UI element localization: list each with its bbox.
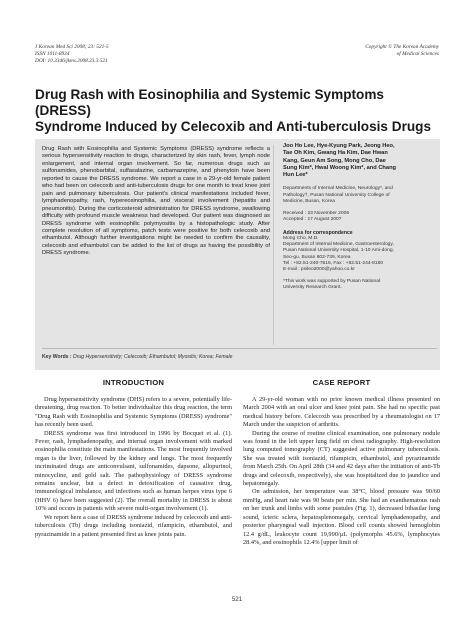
- introduction-heading: INTRODUCTION: [102, 378, 165, 387]
- page-number: 521: [231, 596, 243, 603]
- author-list: Joo Ho Lee, Hye-Kyung Park, Jeong Heo, Tae Oh Kim, Gwang Ha Kim, Dae Hwan Kang, Geun Am Song, Mong Cho, Dae Sung Kim*, Hwal Woong Kim*, and Chang Hun Lee*: [283, 143, 397, 179]
- case-report-column: [243, 378, 440, 547]
- author-sidebar: [283, 143, 401, 292]
- affiliation: Departments of Internal Medicine, Neurology*, and Pathology†, Pusan National University College of Medicine, Busan, Korea: [283, 186, 393, 204]
- received-date: Received : 23 November 2006: [283, 211, 350, 217]
- case-report-paragraph: A 29-yr-old woman with no prior known medical illness presented on March 2004 with an oral ulcer and knee joint pain. She had no specific past medical history before. Celecoxib was prescribed by a rheumatologist on 17 March under the suspicion of arthritis.: [243, 396, 440, 429]
- abstract-text: Drug Rash with Eosinophilia and Systemic Symptoms (DRESS) syndrome reflects a serious hypersensitivity reaction to drugs, characterized by skin rash, fever, lymph node enlargement, and internal organ involvement. So far, numerous drugs such as sulfonamides, phenobarbital, sulfasalazine, carbamazepine, and phenytoin have been reported to cause the DRESS syndrome. We report a case in a 29-yr-old female patient who had been on celecoxib and anti-tuberculosis drugs for one month to treat knee joint pain and pulmonary tuberculosis. Our patient's clinical manifestations included fever, lymphadenopathy, rash, hypereosinophilia, and visceral involvement (hepatitis and pneumonitis). During the corticosteroid administration for DRESS syndrome, swallowing difficulty with profound muscle weakness had developed. Our patient was diagnosed as DRESS syndrome with eosinophilic polymyositis by a histopathologic study. After complete resolution of all symptoms, patch tests were positive for both celecoxib and ethambutol. Although further investigations might be needed to confirm the causality, celecoxib and ethambutol can be added to the list of drugs as having the possibility of DRESS syndrome.: [42, 146, 270, 257]
- accepted-date: Accepted : 17 August 2007: [283, 217, 342, 223]
- correspondence-name: Mong Cho, M.D.: [283, 235, 319, 241]
- funding-note: *This work was supported by Pusan National University Research Grant.: [283, 279, 381, 291]
- article-title: [35, 87, 440, 135]
- keywords-label: Key Words :: [42, 354, 72, 360]
- introduction-column: [35, 378, 232, 539]
- correspondence-details: [283, 236, 401, 273]
- article-title-line-2: Syndrome Induced by Celecoxib and Anti-tuberculosis Drugs: [35, 119, 432, 134]
- case-report-paragraph: During the course of routine clinical examination, one pulmonary nodule was found in the left upper lung field on chest radiography. High-resolution lung computed tomography (CT) suggested active pulmonary tuberculosis. She was treated with isoniazid, rifampicin, ethambutol, and pyrazinamide from March 25th. On April 28th (34 and 42 days after the initiation of anti-Tb drugs and celecoxib, respectively), she was hospitalized due to jaundice and hepatomegaly.: [243, 429, 440, 488]
- journal-header: [35, 44, 109, 66]
- introduction-paragraph: We report here a case of DRESS syndrome induced by celecoxib and anti-tuberculosis (Tb) drugs including isoniazid, rifampicin, ethambutol, and pyrazinamide in a patient presented first as knee joints pain.: [35, 513, 232, 538]
- keywords-text: Drug Hypersensitivity; Celecoxib; Ethambutol; Myositis; Korea; Female: [73, 354, 233, 360]
- case-report-paragraph: On admission, her temperature was 38°C, blood pressure was 90/60 mmHg, and heart rate was 90 beats per min. She had an exanthematous rash on her trunk and limbs with some pustules (Fig. 1), decreased bibasilar lung sound, icteric sclera, hepatosplenomegaly, cervical lymphadenopathy, and posterior pharyngeal wall injection. Blood cell counts showed hemoglobin 12.4 g/dL, leukocyte count 19,990/µL (polymorphs 45.6%, lymphocytes 28.4%, and eosinophils 12.4% [upper limit of: [243, 488, 440, 546]
- journal-citation: J Korean Med Sci 2008; 23: 521-5: [35, 44, 109, 50]
- abstract-divider: [273, 145, 274, 345]
- article-title-line-1: Drug Rash with Eosinophilia and Systemic Symptoms (DRESS): [35, 87, 384, 118]
- copyright-line-2: of Medical Sciences: [396, 51, 439, 58]
- journal-issn: ISSN 1011-8934: [35, 51, 70, 58]
- correspondence-department: Department of Internal Medicine, Gastroenterology, Pusan National University Hospital, 1-10 Ami-dong, Seo-gu, Busan 602-739, Korea: [283, 242, 394, 260]
- submission-dates: [283, 211, 401, 223]
- keywords: [42, 348, 437, 360]
- correspondence-heading: Address for correspondence: [283, 229, 353, 236]
- case-report-heading: CASE REPORT: [312, 378, 371, 387]
- copyright-line-1: Copyright © The Korean Academy: [365, 44, 439, 50]
- copyright-notice: [365, 44, 439, 58]
- correspondence-phone: Tel : +82.51-240-7516, Fax : +82.51-244-8180: [283, 260, 384, 266]
- introduction-paragraph: DRESS syndrome was first introduced in 1996 by Bocquet et al. (1). Fever, rash, lymphadenopathy, and internal organ involvement with marked eosinophilia constitute the main manifestations. The most frequently involved organ is the liver, followed by the kidney and lungs. The most frequently incriminated drugs are anticonvulsant, sulfonamides, dapsone, allopurinol, minocycline, and gold salt. The pathophysiology of DRESS syndrome remains unclear, but a defect in detoxification of causative drug, immunological imbalance, and infections such as human herpes virus type 6 (HHV 6) have been suggested (2). The overall mortality in DRESS is about 10% and occurs in patients with severe multi-organ involvement (1).: [35, 429, 232, 513]
- journal-doi: DOI: 10.3346/jkms.2008.23.3.521: [35, 58, 108, 65]
- introduction-paragraph: Drug hypersensitivity syndrome (DHS) refers to a severe, potentially life-threatening, drug reaction. To better individualize this drug reaction, the term "Drug Rash with Eosinophilia and Systemic Symptoms (DRESS) syndrome" has recently been used.: [35, 396, 232, 429]
- correspondence-email: E-mail : psileo2000@yahoo.co.kr: [283, 266, 355, 272]
